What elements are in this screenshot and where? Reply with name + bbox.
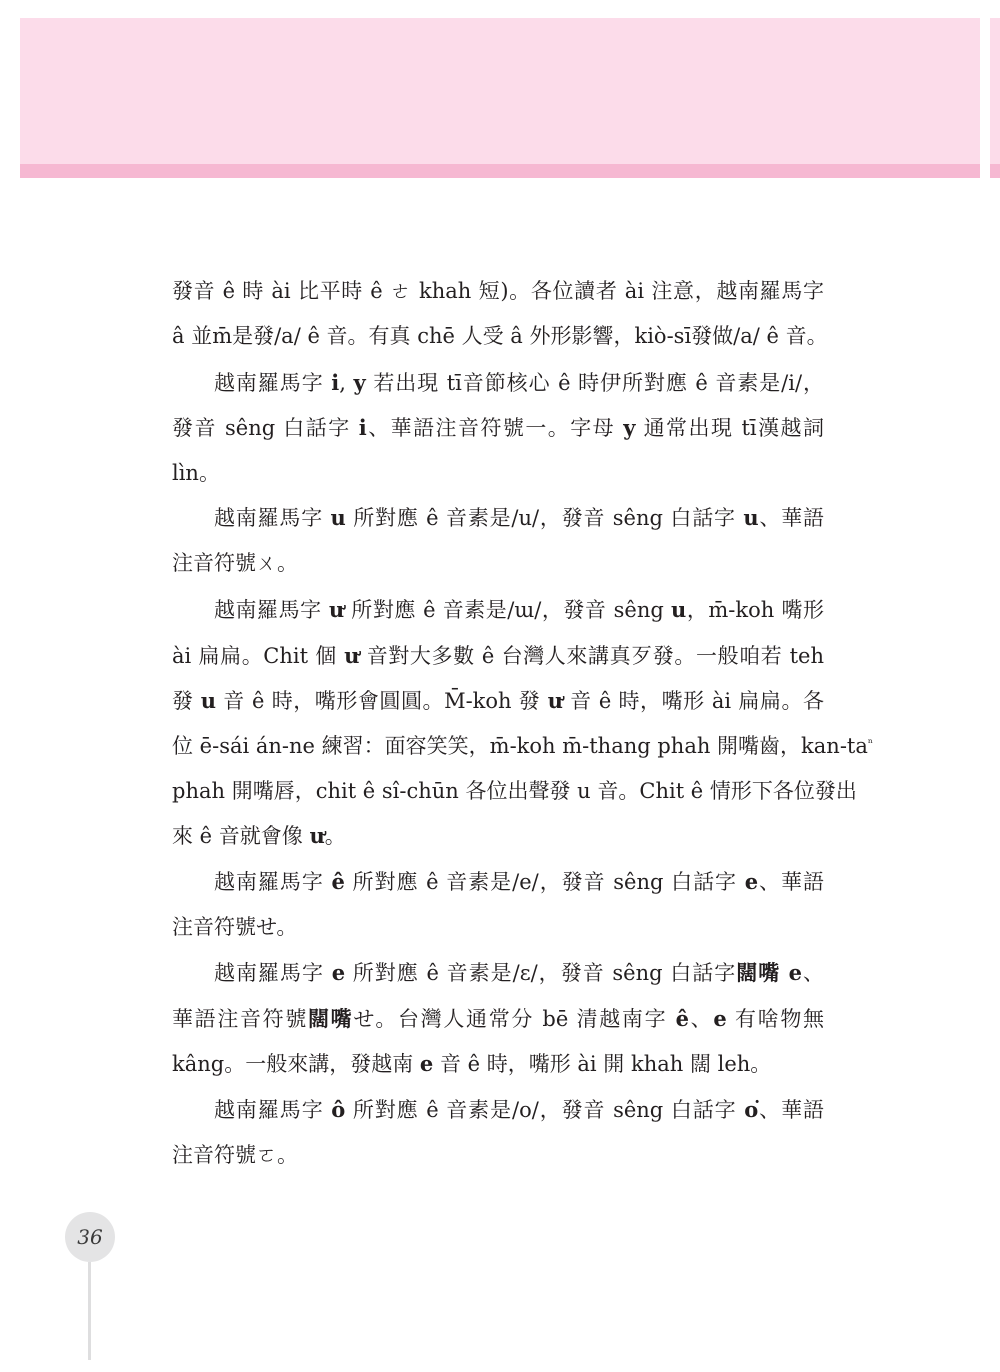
bold-letter: ê bbox=[675, 1006, 689, 1031]
text-run: 發音 sêng 白話字 bbox=[172, 416, 359, 440]
text-run: 越南羅馬字 bbox=[214, 371, 332, 395]
text-run: phah 開嘴唇，chit ê sî-chūn 各位出聲發 u 音。Chit ê 情形下各位發出 bbox=[172, 779, 857, 803]
text-run: 音 ê 時，嘴形 ài 開 khah 闊 leh。 bbox=[433, 1052, 772, 1076]
bold-letter: i bbox=[331, 370, 340, 395]
text-run: 音 ê 時，嘴形會圓圓。M̄-koh 發 bbox=[216, 689, 548, 713]
superscript-n: ⁿ bbox=[867, 736, 874, 750]
text-run: lìn。 bbox=[172, 461, 220, 485]
text-line bbox=[172, 731, 874, 761]
text-line bbox=[172, 641, 824, 671]
text-run: 、華語注音符號一。字母 bbox=[366, 416, 624, 440]
paragraph-first-line bbox=[214, 958, 824, 988]
next-page-edge-stripe bbox=[990, 164, 1000, 178]
next-page-edge bbox=[990, 18, 1000, 164]
text-run: 發音 ê 時 ài 比平時 ê ㄜ khah 短)。各位讀者 ài 注意，越南羅馬字 bbox=[172, 279, 824, 303]
bold-letter: ư bbox=[344, 643, 360, 668]
text-run: 所對應 ê 音素是/e/，發音 sêng 白話字 bbox=[344, 870, 745, 894]
bold-letter: e bbox=[744, 869, 759, 894]
text-run: 越南羅馬字 bbox=[214, 598, 329, 622]
text-run: 所對應 ê 音素是/o/，發音 sêng 白話字 bbox=[345, 1098, 745, 1122]
bold-letter: ư bbox=[547, 688, 563, 713]
text-run: kâng。一般來講，發越南 bbox=[172, 1052, 420, 1076]
bold-letter: e bbox=[419, 1051, 434, 1076]
text-run: 注音符號ㄨ。 bbox=[172, 551, 298, 575]
bold-phrase: 闊嘴 bbox=[308, 1006, 354, 1031]
text-line bbox=[172, 413, 824, 443]
text-run: 音對大多數 ê 台灣人來講真歹發。一般咱若 teh bbox=[359, 644, 824, 668]
text-run: 音 ê 時，嘴形 ài 扁扁。各 bbox=[562, 689, 824, 713]
text-line bbox=[172, 458, 824, 488]
page-number: 36 bbox=[77, 1225, 103, 1249]
text-run: 所對應 ê 音素是/u/，發音 sêng 白話字 bbox=[345, 506, 744, 530]
text-run: 所對應 ê 音素是/ɛ/，發音 sêng 白話字 bbox=[345, 961, 737, 985]
text-run: 、華語 bbox=[758, 870, 824, 894]
text-run: 位 ē-sái án-ne 練習：面容笑笑，m̄-koh m̄-thang phah 開嘴齒，kan-ta bbox=[172, 734, 868, 758]
bold-letter: e bbox=[713, 1006, 727, 1031]
text-run: 、華語 bbox=[758, 1098, 825, 1122]
text-run: 、華語 bbox=[758, 506, 824, 530]
bold-letter: ư bbox=[309, 823, 325, 848]
header-band-stripe bbox=[20, 164, 980, 178]
bold-phrase: 闊嘴 e bbox=[736, 960, 802, 985]
text-run: 越南羅馬字 bbox=[214, 870, 332, 894]
page-number-badge bbox=[65, 1212, 115, 1262]
text-line bbox=[172, 548, 824, 578]
text-run: 若出現 tī音節核心 ê 時伊所對應 ê 音素是/i/， bbox=[365, 371, 824, 395]
bold-letter: y bbox=[353, 370, 366, 395]
page-number-rule bbox=[88, 1262, 91, 1360]
header-band bbox=[20, 18, 980, 164]
text-line bbox=[172, 321, 828, 351]
paragraph-first-line bbox=[214, 595, 824, 625]
bold-letter: y bbox=[623, 415, 636, 440]
paragraph-first-line bbox=[214, 867, 824, 897]
text-run: 所對應 ê 音素是/ɯ/，發音 sêng bbox=[344, 598, 672, 622]
text-run: 越南羅馬字 bbox=[214, 1098, 332, 1122]
paragraph-first-line bbox=[214, 1095, 824, 1125]
text-line bbox=[172, 1140, 824, 1170]
text-run: 發 bbox=[172, 689, 201, 713]
paragraph-first-line bbox=[214, 503, 824, 533]
text-run: 越南羅馬字 bbox=[214, 961, 332, 985]
text-run: ài 扁扁。Chit 個 bbox=[172, 644, 345, 668]
text-run: , bbox=[339, 371, 354, 395]
text-run: 有啥物無 bbox=[726, 1007, 825, 1031]
bold-letter: ư bbox=[328, 597, 345, 622]
text-run: ，m̄-koh 嘴形 bbox=[686, 598, 824, 622]
paragraph-first-line bbox=[214, 368, 824, 398]
text-line bbox=[172, 912, 824, 942]
text-run: 通常出現 tī漢越詞 bbox=[635, 416, 824, 440]
text-run: 越南羅馬字 bbox=[214, 506, 331, 530]
text-run: 。 bbox=[324, 824, 346, 848]
text-run: 注音符號せ。 bbox=[172, 915, 298, 939]
bold-letter: u bbox=[200, 688, 217, 713]
text-run: 來 ê 音就會像 bbox=[172, 824, 310, 848]
text-line bbox=[172, 686, 824, 716]
bold-letter: e bbox=[331, 960, 346, 985]
text-run: 華語注音符號 bbox=[172, 1007, 308, 1031]
text-run: 、 bbox=[688, 1007, 714, 1031]
bold-letter: u bbox=[671, 597, 687, 622]
bold-letter: u bbox=[743, 505, 759, 530]
bold-letter: ê bbox=[331, 869, 345, 894]
bold-letter: ô bbox=[331, 1097, 346, 1122]
bold-letter: i bbox=[358, 415, 367, 440]
text-line bbox=[172, 1049, 824, 1079]
text-run: せ。台灣人通常分 bē 清越南字 bbox=[353, 1007, 676, 1031]
text-line bbox=[172, 1004, 824, 1034]
bold-letter: u bbox=[330, 505, 346, 530]
text-line bbox=[172, 276, 824, 306]
text-line bbox=[172, 821, 824, 851]
text-run: 、 bbox=[801, 961, 824, 985]
text-run: â 並m̄是發/a/ ê 音。有真 chē 人受 â 外形影響，kiò-sī發做/a/ ê 音。 bbox=[172, 324, 828, 348]
bold-letter: o͘ bbox=[744, 1097, 759, 1122]
text-line bbox=[172, 776, 857, 806]
text-run: 注音符號ㄛ。 bbox=[172, 1143, 298, 1167]
